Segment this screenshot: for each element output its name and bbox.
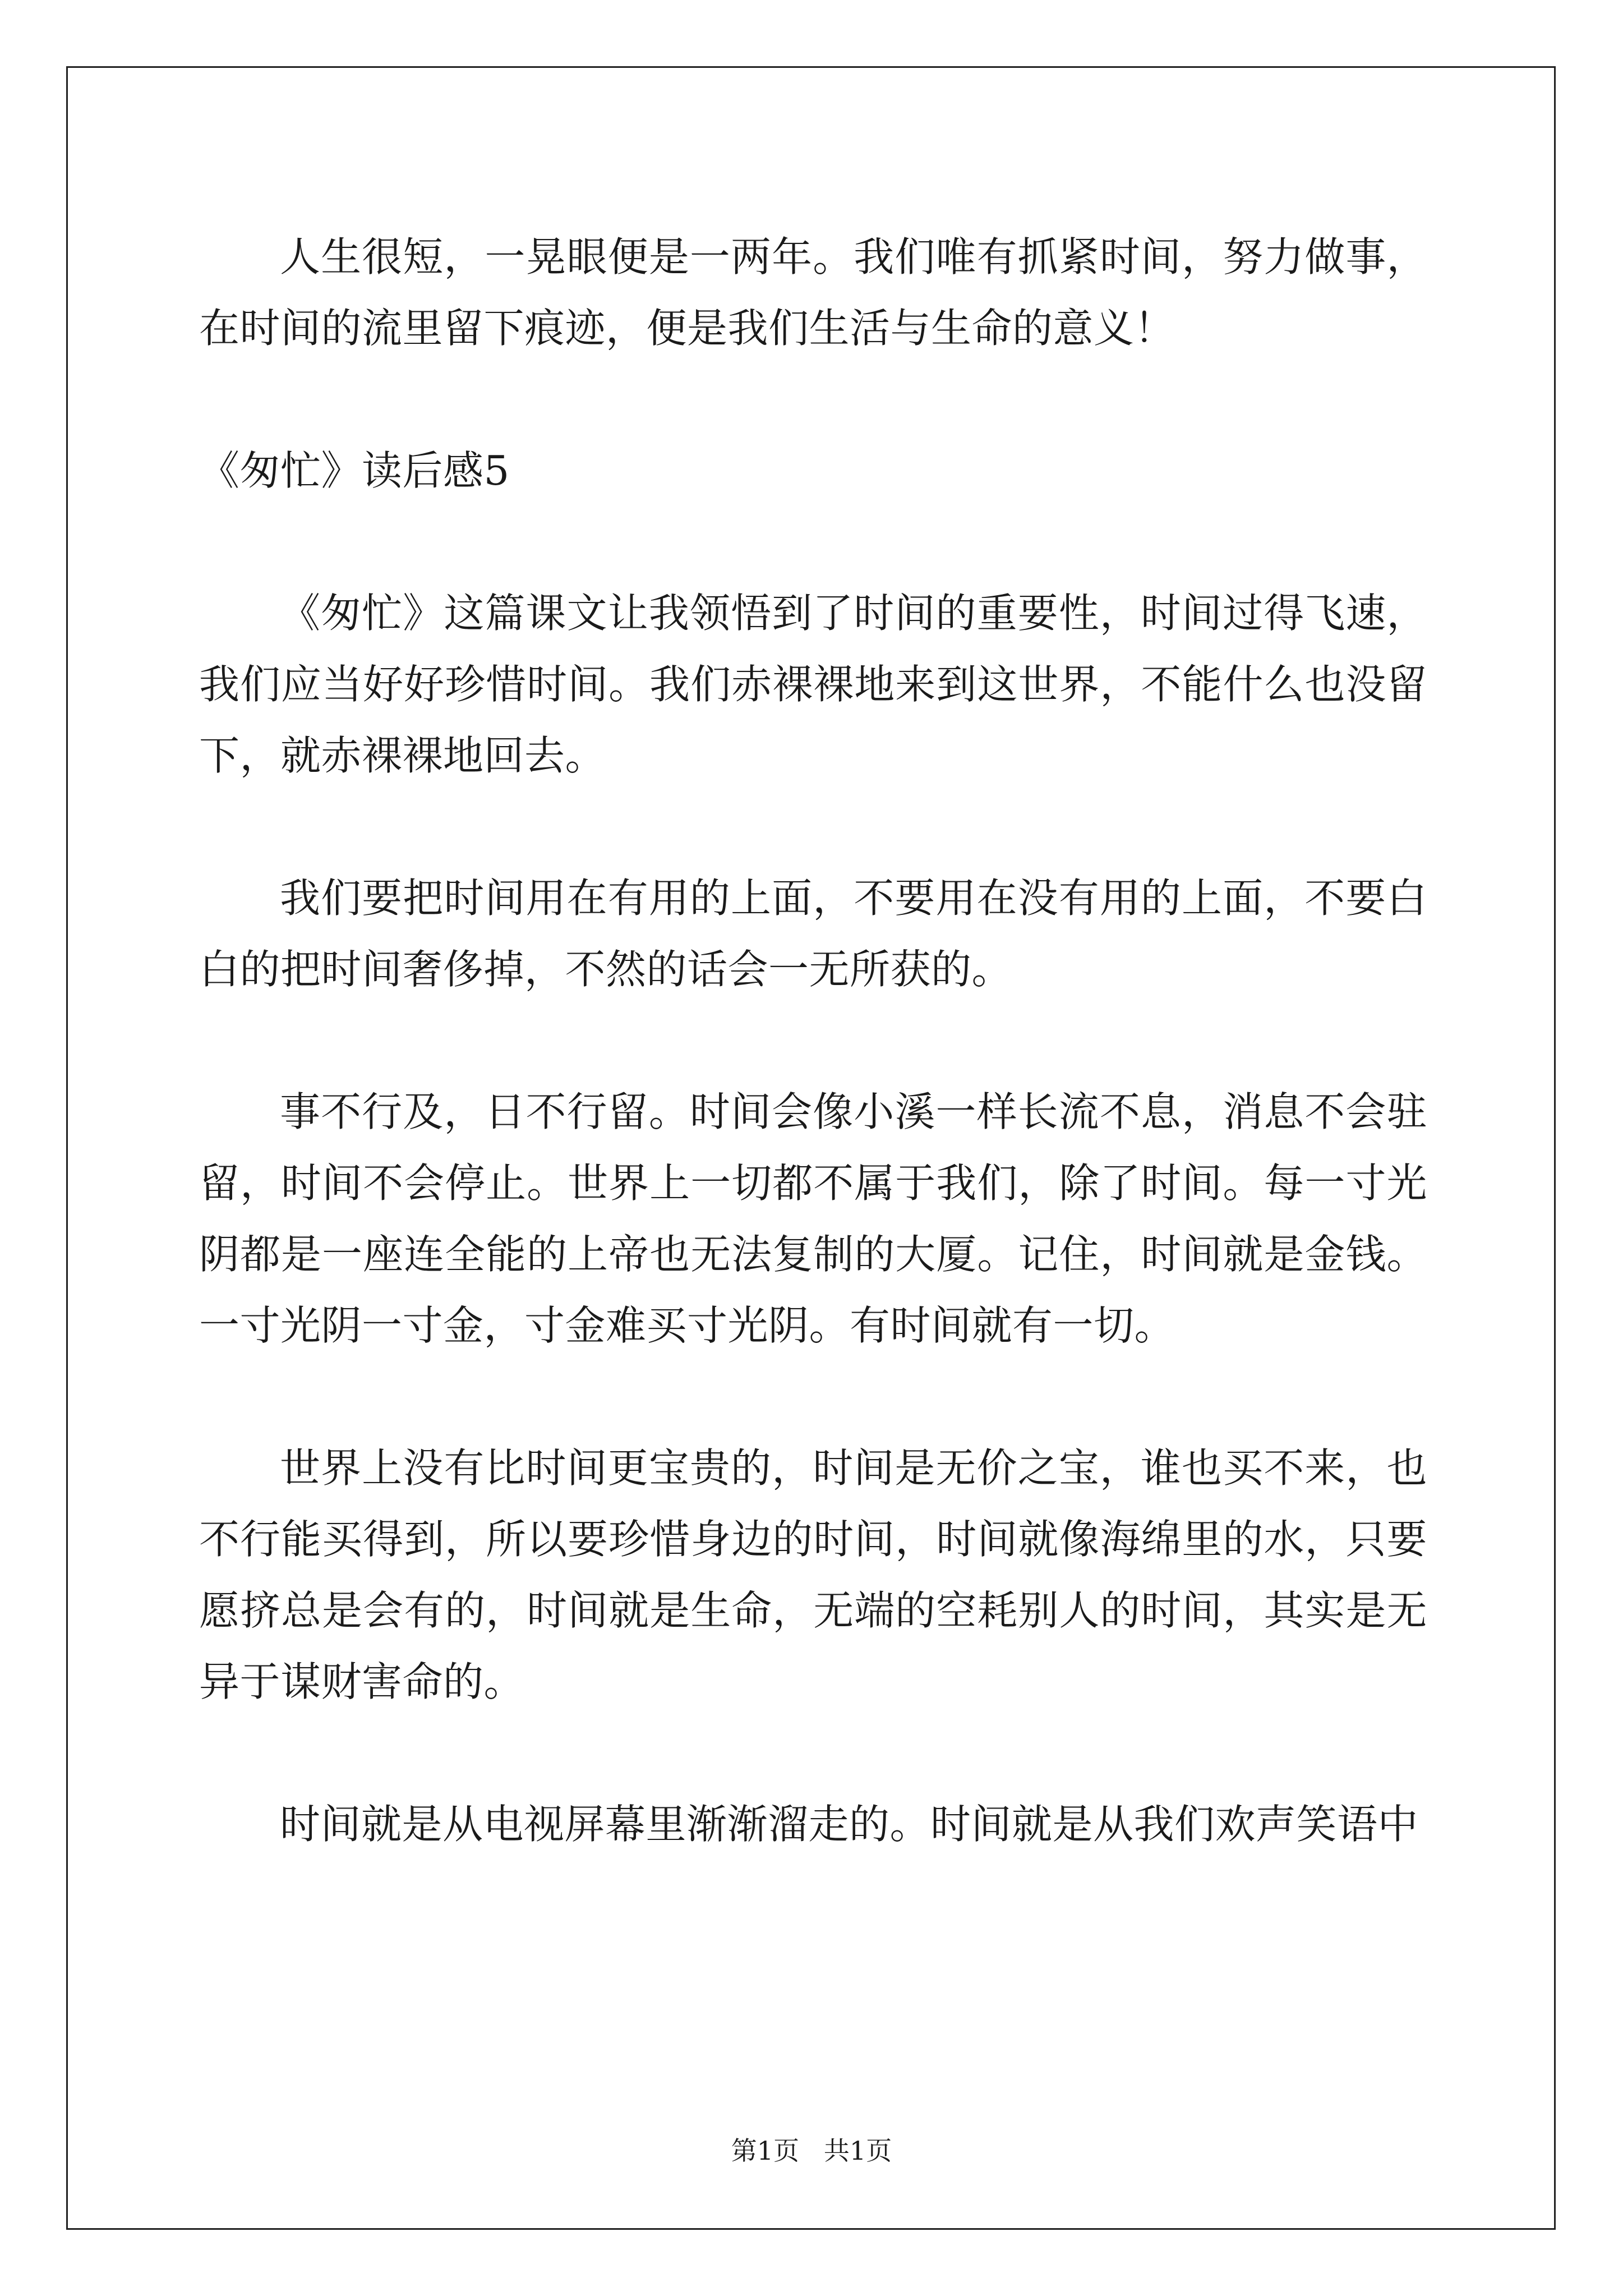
page-footer: 第1页 共1页	[731, 2136, 892, 2166]
paragraph-5: 世界上没有比时间更宝贵的，时间是无价之宝，谁也买不来，也不行能买得到，所以要珍惜身边的时间，时间就像海绵里的水，只要愿挤总是会有的，时间就是生命，无端的空耗别人的时间，其实是无异于谋财害命的。	[199, 1444, 1427, 1705]
paragraph-3: 我们要把时间用在有用的上面，不要用在没有用的上面，不要白白的把时间奢侈掉，不然的话会一无所获的。	[199, 875, 1427, 993]
paragraph-6: 时间就是从电视屏幕里渐渐溜走的。时间就是从我们欢声笑语中	[280, 1801, 1419, 1848]
document-body	[199, 222, 1427, 1931]
section-heading: 《匆忙》读后感5	[199, 447, 510, 494]
paragraph-1: 人生很短，一晃眼便是一两年。我们唯有抓紧时间，努力做事，在时间的流里留下痕迹，便是我们生活与生命的意义！	[199, 233, 1427, 352]
paragraph-4: 事不行及，日不行留。时间会像小溪一样长流不息，消息不会驻留，时间不会停止。世界上一切都不属于我们，除了时间。每一寸光阴都是一座连全能的上帝也无法复制的大厦。记住，时间就是金钱。一寸光阴一寸金，寸金难买寸光阴。有时间就有一切。	[199, 1088, 1427, 1349]
paragraph-2: 《匆忙》这篇课文让我领悟到了时间的重要性，时间过得飞速，我们应当好好珍惜时间。我们赤裸裸地来到这世界，不能什么也没留下，就赤裸裸地回去。	[199, 590, 1427, 779]
